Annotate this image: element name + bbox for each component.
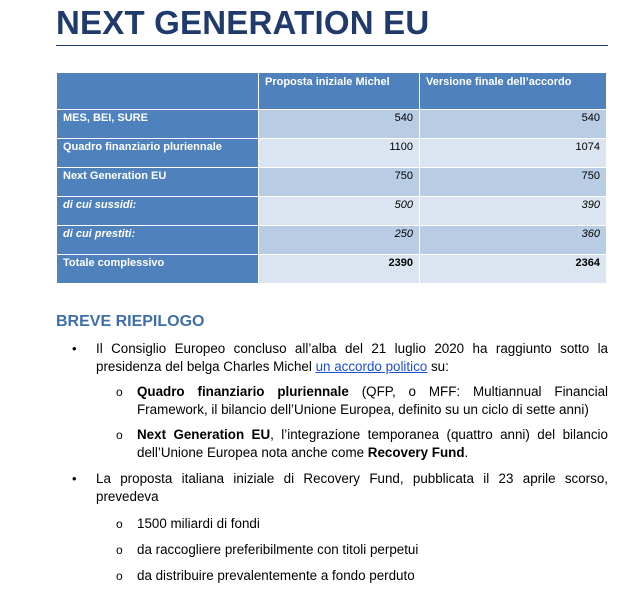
header-final-version: Versione finale dell’accordo (420, 73, 607, 110)
cell-final: 360 (420, 226, 607, 255)
table-row (57, 168, 607, 197)
list-item (116, 567, 608, 585)
table-row (57, 110, 607, 139)
cell-final: 540 (420, 110, 607, 139)
title-underline (56, 45, 608, 46)
accordo-politico-link[interactable]: un accordo politico (315, 359, 428, 374)
table-row (57, 255, 607, 284)
comparison-table (56, 72, 607, 284)
bullet-text: La proposta italiana iniziale di Recovery Fund, pubblicata il 23 aprile scorso, prevedeva (96, 471, 608, 504)
page-title: NEXT GENERATION EU (56, 4, 430, 41)
list-item (116, 541, 608, 559)
cell-initial: 750 (259, 168, 420, 197)
sub-bullet-text: Next Generation EU, l’integrazione temporanea (quattro anni) del bilancio dell’Unione Europea nota anche come Recovery Fund. (137, 427, 608, 460)
list-item (116, 383, 608, 419)
list-item (116, 426, 608, 462)
section-heading: BREVE RIEPILOGO (56, 313, 205, 330)
header-initial-proposal: Proposta iniziale Michel (259, 73, 420, 110)
sub-bullet-text: da raccogliere preferibilmente con titoli perpetui (137, 542, 419, 557)
table-row (57, 197, 607, 226)
table-row (57, 226, 607, 255)
table-header-row (57, 73, 607, 110)
cell-initial: 1100 (259, 139, 420, 168)
cell-initial: 540 (259, 110, 420, 139)
row-label: di cui sussidi: (57, 197, 259, 226)
row-label: Quadro finanziario pluriennale (57, 139, 259, 168)
header-empty (57, 73, 259, 110)
list-item (116, 515, 608, 533)
table-row (57, 139, 607, 168)
sub-bullet-text: 1500 miliardi di fondi (137, 516, 260, 531)
sub-bullet-text: da distribuire prevalentemente a fondo perduto (137, 568, 415, 583)
list-item (72, 340, 608, 376)
circle-bullet-icon: o (116, 543, 123, 557)
row-label: MES, BEI, SURE (57, 110, 259, 139)
cell-final: 1074 (420, 139, 607, 168)
circle-bullet-icon: o (116, 569, 123, 583)
cell-initial: 250 (259, 226, 420, 255)
circle-bullet-icon: o (116, 428, 123, 442)
bullet-text: Il Consiglio Europeo concluso all’alba del 21 luglio 2020 ha raggiunto sotto la presidenza del belga Charles Michel un accordo politico su: (96, 341, 608, 374)
cell-final: 2364 (420, 255, 607, 284)
circle-bullet-icon: o (116, 385, 123, 399)
cell-final: 390 (420, 197, 607, 226)
bullet-icon: • (72, 341, 77, 356)
bullet-icon: • (72, 471, 77, 486)
sub-bullet-text: Quadro finanziario pluriennale (QFP, o MFF: Multiannual Financial Framework, il bilancio dell’Unione Europea, definito su un ciclo di sette anni) (137, 384, 608, 417)
cell-initial: 500 (259, 197, 420, 226)
cell-initial: 2390 (259, 255, 420, 284)
row-label: Next Generation EU (57, 168, 259, 197)
row-label: Totale complessivo (57, 255, 259, 284)
row-label: di cui prestiti: (57, 226, 259, 255)
circle-bullet-icon: o (116, 517, 123, 531)
list-item (72, 470, 608, 506)
cell-final: 750 (420, 168, 607, 197)
